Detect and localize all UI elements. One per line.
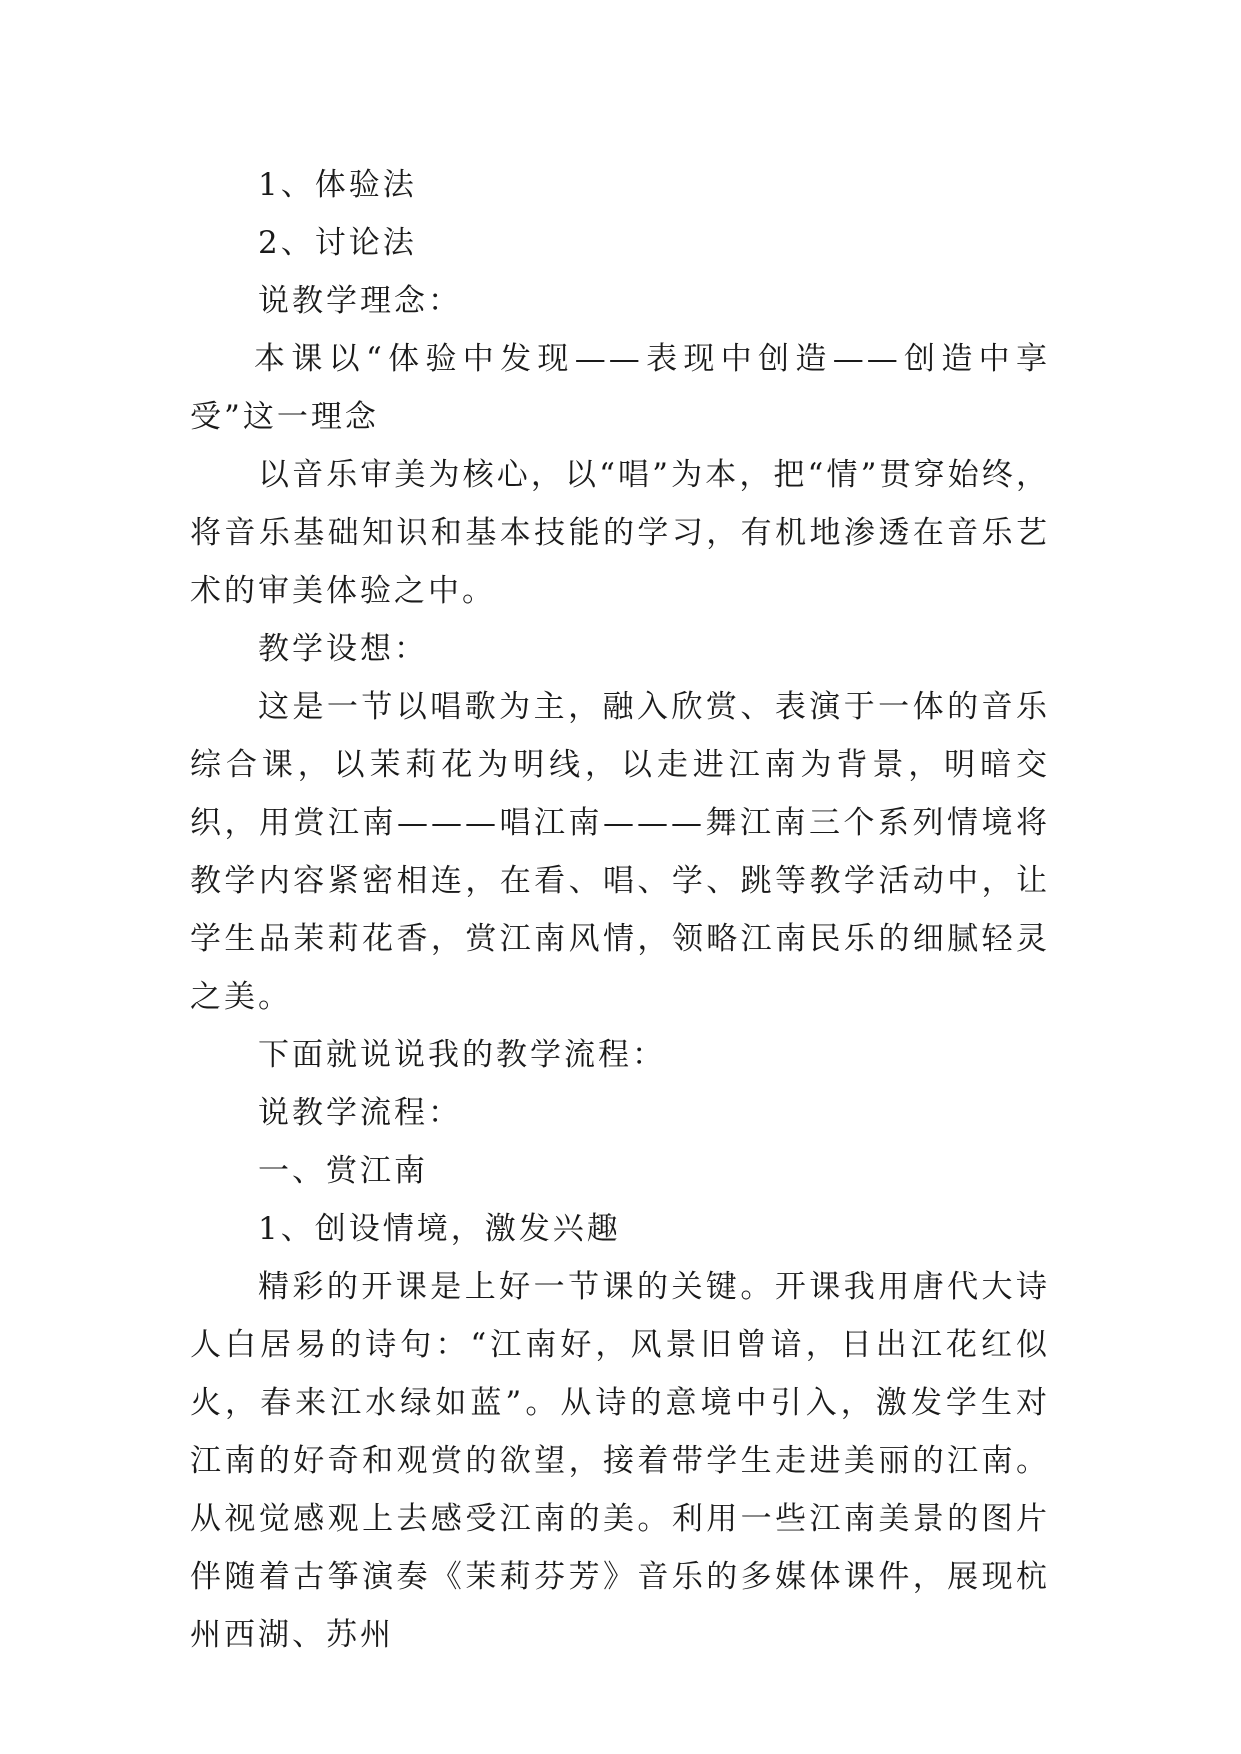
document-body	[190, 156, 1050, 1664]
paragraph-opening: 精彩的开课是上好一节课的关键。开课我用唐代大诗人白居易的诗句：“江南好，风景旧曾谙，日出江花红似火，春来江水绿如蓝”。从诗的意境中引入，激发学生对江南的好奇和观赏的欲望，接着带学生走进美丽的江南。从视觉感观上去感受江南的美。利用一些江南美景的图片伴随着古筝演奏《茉莉芬芳》音乐的多媒体课件，展现杭州西湖、苏州	[190, 1269, 1050, 1653]
heading-teaching-philosophy: 说教学理念：	[258, 283, 462, 319]
heading-teaching-flow: 说教学流程：	[258, 1095, 462, 1131]
heading-subsection-1: 1、创设情境，激发兴趣	[258, 1211, 621, 1247]
paragraph-method-1: 1、体验法	[258, 167, 417, 203]
paragraph-transition: 下面就说说我的教学流程：	[258, 1037, 666, 1073]
paragraph-method-2: 2、讨论法	[258, 225, 417, 261]
paragraph-core-idea: 以音乐审美为核心，以“唱”为本，把“情”贯穿始终，将音乐基础知识和基本技能的学习，有机地渗透在音乐艺术的审美体验之中。	[190, 457, 1050, 609]
heading-teaching-concept: 教学设想：	[258, 631, 428, 667]
paragraph-concept: 这是一节以唱歌为主，融入欣赏、表演于一体的音乐综合课，以茉莉花为明线，以走进江南为背景，明暗交织，用赏江南———唱江南———舞江南三个系列情境将教学内容紧密相连，在看、唱、学、跳等教学活动中，让学生品茉莉花香，赏江南风情，领略江南民乐的细腻轻灵之美。	[190, 689, 1050, 1015]
paragraph-philosophy: 本课以“体验中发现——表现中创造——创造中享受”这一理念	[190, 341, 1050, 435]
heading-section-1: 一、赏江南	[258, 1153, 428, 1189]
